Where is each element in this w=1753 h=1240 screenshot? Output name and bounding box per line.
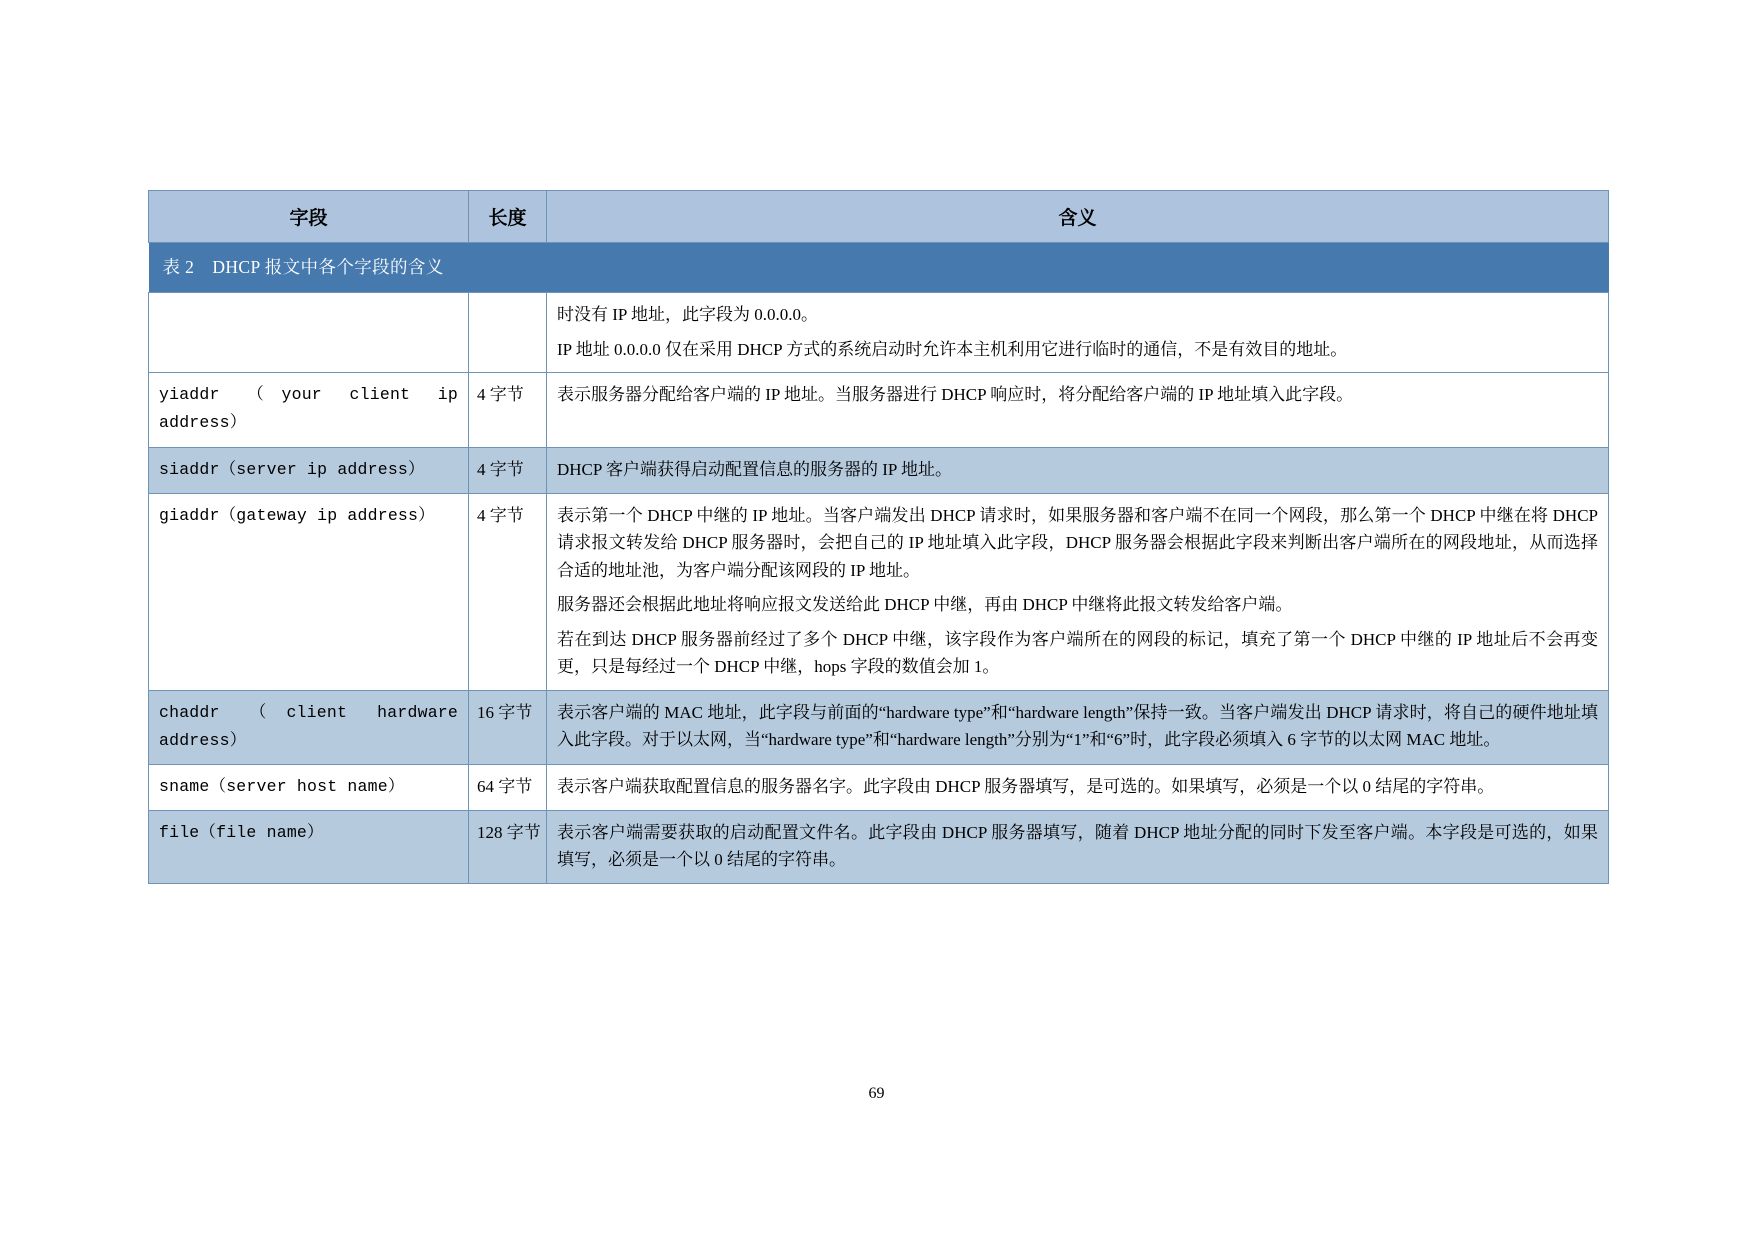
meaning-paragraph: 表示第一个 DHCP 中继的 IP 地址。当客户端发出 DHCP 请求时，如果服务器和客户端不在同一个网段，那么第一个 DHCP 中继在将 DHCP 请求报文转发给 DHCP 服务器时，会把自己的 IP 地址填入此字段，DHCP 服务器会根据此字段来判断出客户端所在的网段地址，从而选择合适的地址池，为客户端分配该网段的 IP 地址。 <box>557 505 1598 580</box>
table-row <box>149 690 1609 764</box>
column-header-field: 字段 <box>149 191 469 243</box>
table-row <box>149 447 1609 493</box>
table-header-row <box>149 191 1609 243</box>
meaning-paragraph: 表示服务器分配给客户端的 IP 地址。当服务器进行 DHCP 响应时，将分配给客户端的 IP 地址填入此字段。 <box>557 385 1354 405</box>
page-number: 69 <box>868 1085 885 1102</box>
meaning-paragraph: 服务器还会根据此地址将响应报文发送给此 DHCP 中继，再由 DHCP 中继将此报文转发给客户端。 <box>557 595 1293 615</box>
meaning-paragraph: 若在到达 DHCP 服务器前经过了多个 DHCP 中继，该字段作为客户端所在的网段的标记，填充了第一个 DHCP 中继的 IP 地址后不会再变更，只是每经过一个 DHCP 中继，hops 字段的数值会加 1。 <box>557 629 1598 677</box>
cell-length: 4 字节 <box>469 447 547 493</box>
cell-field: siaddr（server ip address） <box>149 447 469 493</box>
cell-length: 128 字节 <box>469 810 547 883</box>
table-caption-label: 表 2 <box>162 257 195 277</box>
column-header-meaning: 含义 <box>547 191 1609 243</box>
table-row <box>149 810 1609 883</box>
cell-field: file（file name） <box>149 810 469 883</box>
meaning-paragraph: DHCP 客户端获得启动配置信息的服务器的 IP 地址。 <box>557 459 952 479</box>
cell-meaning <box>547 447 1609 493</box>
cell-meaning <box>547 493 1609 690</box>
table-row <box>149 764 1609 810</box>
cell-field: chaddr （client hardware address） <box>149 690 469 764</box>
meaning-paragraph: 表示客户端的 MAC 地址，此字段与前面的“hardware type”和“hardware length”保持一致。当客户端发出 DHCP 请求时，将自己的硬件地址填入此字段。对于以太网，当“hardware type”和“hardware length”分别为“1”和“6”时，此字段必须填入 6 字节的以太网 MAC 地址。 <box>557 702 1598 750</box>
cell-field <box>149 293 469 373</box>
cell-length: 16 字节 <box>469 690 547 764</box>
table-caption-row <box>149 243 1609 293</box>
dhcp-field-table <box>148 190 1609 884</box>
dhcp-field-table-wrapper <box>148 190 1608 884</box>
cell-length <box>469 293 547 373</box>
cell-length: 4 字节 <box>469 493 547 690</box>
cell-field: sname（server host name） <box>149 764 469 810</box>
column-header-length: 长度 <box>469 191 547 243</box>
table-caption-text: DHCP 报文中各个字段的含义 <box>212 257 444 277</box>
meaning-paragraph: 表示客户端需要获取的启动配置文件名。此字段由 DHCP 服务器填写，随着 DHCP 地址分配的同时下发至客户端。本字段是可选的，如果填写，必须是一个以 0 结尾的字符串。 <box>557 822 1598 870</box>
cell-meaning <box>547 373 1609 447</box>
table-row <box>149 493 1609 690</box>
cell-length: 64 字节 <box>469 764 547 810</box>
cell-length: 4 字节 <box>469 373 547 447</box>
cell-field: yiaddr （your client ip address） <box>149 373 469 447</box>
cell-meaning <box>547 810 1609 883</box>
meaning-paragraph: IP 地址 0.0.0.0 仅在采用 DHCP 方式的系统启动时允许本主机利用它进行临时的通信，不是有效目的地址。 <box>557 339 1348 359</box>
cell-field: giaddr（gateway ip address） <box>149 493 469 690</box>
table-row <box>149 373 1609 447</box>
meaning-paragraph: 表示客户端获取配置信息的服务器名字。此字段由 DHCP 服务器填写，是可选的。如果填写，必须是一个以 0 结尾的字符串。 <box>557 776 1495 796</box>
table-caption <box>149 243 1609 293</box>
cell-meaning <box>547 293 1609 373</box>
cell-meaning <box>547 764 1609 810</box>
cell-meaning <box>547 690 1609 764</box>
table-row <box>149 293 1609 373</box>
meaning-paragraph: 时没有 IP 地址，此字段为 0.0.0.0。 <box>557 305 818 325</box>
